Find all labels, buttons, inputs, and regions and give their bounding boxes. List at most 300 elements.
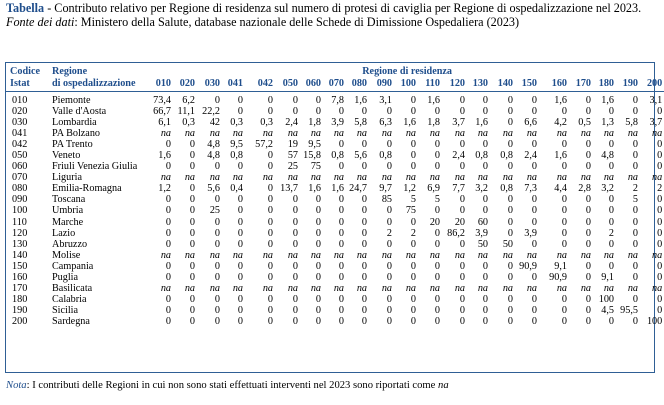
table-cell: 0 [386, 106, 392, 118]
row-code: 150 [12, 260, 28, 272]
table-cell: na [627, 128, 638, 140]
table-cell: 0 [632, 227, 638, 239]
table-cell: 0 [315, 106, 321, 118]
row-code: 130 [12, 238, 28, 250]
table-cell: na [652, 128, 663, 140]
table-cell: 0 [338, 205, 344, 217]
table-cell: 0,8 [500, 150, 513, 162]
table-cell: 1,2 [403, 183, 416, 195]
table-cell: 9,7 [379, 183, 392, 195]
column-header: 042 [257, 77, 273, 89]
table-cell: 60 [477, 216, 488, 228]
table-cell: 0 [237, 260, 243, 272]
table-cell: 0 [657, 150, 663, 162]
table-cell: na [232, 249, 243, 261]
table-cell: 0 [338, 271, 344, 283]
table-cell: 0 [632, 271, 638, 283]
table-row [6, 294, 664, 305]
table-cell: 0 [292, 315, 298, 327]
table-cell: 0,5 [578, 117, 591, 129]
table-cell: 0 [267, 161, 273, 173]
table-cell: 0 [608, 260, 614, 272]
table-cell: 0 [338, 304, 344, 316]
table-cell: 0 [459, 205, 465, 217]
table-cell: 0 [434, 161, 440, 173]
table-cell: na [477, 172, 488, 184]
table-cell: na [556, 128, 567, 140]
table-cell: 50 [502, 238, 513, 250]
table-cell: 0 [459, 315, 465, 327]
table-cell: na [652, 282, 663, 294]
table-row [6, 261, 664, 272]
header-group-residenza: Regione di residenza [362, 66, 453, 77]
column-header: 041 [227, 77, 243, 89]
table-cell: na [287, 282, 298, 294]
table-cell: 1,3 [601, 117, 614, 129]
table-cell: 0 [608, 315, 614, 327]
table-cell: 2,4 [285, 117, 298, 129]
note-label: Nota [6, 380, 27, 391]
table-row [6, 92, 664, 107]
table-cell: 90,9 [549, 271, 567, 283]
table-row [6, 194, 664, 205]
row-code: 041 [12, 128, 28, 140]
table-cell: 0 [410, 293, 416, 305]
table-cell: na [603, 172, 614, 184]
table-cell: 0 [315, 304, 321, 316]
table-note [6, 380, 449, 391]
table-cell: 2 [386, 227, 392, 239]
table-cell: 19 [287, 139, 298, 151]
table-cell: 0 [165, 139, 171, 151]
table-cell: na [333, 128, 344, 140]
table-cell: 0 [561, 315, 567, 327]
table-cell: 0 [531, 238, 537, 250]
table-cell: 13,7 [280, 183, 298, 195]
table-cell: 0 [267, 150, 273, 162]
table-cell: 0 [386, 205, 392, 217]
table-cell: 0 [657, 194, 663, 206]
table-cell: na [454, 128, 465, 140]
table-cell: na [356, 282, 367, 294]
table-cell: 0 [361, 139, 367, 151]
table-cell: 0 [338, 227, 344, 239]
table-cell: 0 [237, 216, 243, 228]
table-cell: 0 [410, 161, 416, 173]
table-cell: 0,8 [379, 150, 392, 162]
column-header: 120 [449, 77, 465, 89]
table-cell: 0 [507, 260, 513, 272]
table-cell: na [429, 249, 440, 261]
table-row [6, 239, 664, 250]
table-cell: 0 [459, 95, 465, 107]
table-cell: 1,6 [427, 95, 440, 107]
table-cell: 0 [531, 216, 537, 228]
table-cell: 0 [561, 161, 567, 173]
table-cell: 0 [459, 260, 465, 272]
table-cell: na [232, 282, 243, 294]
table-cell: 0 [657, 293, 663, 305]
table-cell: na [209, 249, 220, 261]
table-cell: na [333, 282, 344, 294]
table-cell: 73,4 [153, 95, 171, 107]
table-cell: 0 [632, 106, 638, 118]
table-cell: 0 [657, 238, 663, 250]
table-cell: 0 [434, 315, 440, 327]
table-cell: 6,3 [379, 117, 392, 129]
table-cell: 0 [657, 260, 663, 272]
row-region-name: PA Trento [52, 139, 93, 151]
table-cell: na [526, 128, 537, 140]
table-cell: na [580, 172, 591, 184]
table-cell: 0 [434, 293, 440, 305]
table-cell: na [381, 128, 392, 140]
table-cell: 0 [608, 238, 614, 250]
table-cell: 0 [189, 150, 195, 162]
table-cell: 0 [165, 216, 171, 228]
data-table-container [5, 62, 663, 373]
table-cell: na [652, 249, 663, 261]
table-cell: 1,6 [601, 95, 614, 107]
table-cell: 0 [531, 106, 537, 118]
table-cell: na [160, 128, 171, 140]
table-cell: 9,5 [308, 139, 321, 151]
table-cell: 0 [507, 271, 513, 283]
column-header: 100 [400, 77, 416, 89]
table-cell: 0 [361, 194, 367, 206]
table-row [6, 205, 664, 216]
table-cell: 5 [410, 194, 416, 206]
table-cell: 0 [459, 293, 465, 305]
table-cell: 1,6 [158, 150, 171, 162]
table-cell: 0 [214, 227, 220, 239]
table-cell: 0 [531, 139, 537, 151]
table-cell: 0 [267, 238, 273, 250]
table-cell: 0 [237, 304, 243, 316]
table-cell: 0 [292, 293, 298, 305]
table-cell: 0 [632, 216, 638, 228]
column-header: 090 [376, 77, 392, 89]
table-cell: na [333, 172, 344, 184]
table-cell: 0 [585, 271, 591, 283]
table-cell: 0 [292, 194, 298, 206]
table-cell: 0 [410, 238, 416, 250]
table-row [6, 117, 664, 128]
table-cell: 0 [632, 260, 638, 272]
table-cell: 2 [657, 183, 663, 195]
table-cell: 0 [632, 315, 638, 327]
table-row [6, 139, 664, 150]
table-cell: 0 [214, 271, 220, 283]
table-cell: 0 [267, 194, 273, 206]
table-cell: 2,4 [524, 150, 537, 162]
table-cell: na [627, 249, 638, 261]
row-region-name: Emilia-Romagna [52, 183, 122, 195]
table-cell: na [405, 172, 416, 184]
table-cell: 9,1 [601, 271, 614, 283]
table-cell: 0 [315, 315, 321, 327]
table-cell: 7,7 [452, 183, 465, 195]
table-cell: na [477, 128, 488, 140]
table-cell: 50 [477, 238, 488, 250]
table-cell: na [526, 282, 537, 294]
table-cell: 0,8 [475, 150, 488, 162]
table-cell: 0 [434, 106, 440, 118]
table-cell: 0 [292, 205, 298, 217]
table-row [6, 128, 664, 139]
table-cell: 0 [585, 293, 591, 305]
table-cell: na [287, 128, 298, 140]
table-cell: 0 [459, 139, 465, 151]
table-cell: 0 [189, 194, 195, 206]
table-cell: 0 [657, 216, 663, 228]
table-cell: 0 [507, 315, 513, 327]
source-label: Fonte dei dati [6, 14, 75, 29]
table-cell: na [333, 249, 344, 261]
table-cell: 0 [361, 293, 367, 305]
table-row [6, 161, 664, 172]
table-cell: 0 [338, 315, 344, 327]
table-cell: na [405, 282, 416, 294]
table-cell: 0 [292, 227, 298, 239]
row-code: 100 [12, 205, 28, 217]
table-cell: 0 [386, 271, 392, 283]
table-cell: 0 [338, 293, 344, 305]
row-code: 050 [12, 150, 28, 162]
table-cell: 25 [287, 161, 298, 173]
table-cell: 0 [189, 227, 195, 239]
table-cell: 6,2 [182, 95, 195, 107]
table-row [6, 106, 664, 117]
table-cell: na [502, 128, 513, 140]
table-cell: 0 [632, 205, 638, 217]
table-cell: 0 [482, 139, 488, 151]
table-cell: 4,8 [601, 150, 614, 162]
table-cell: 0 [165, 161, 171, 173]
table-cell: 0 [267, 260, 273, 272]
table-cell: 100 [646, 315, 663, 327]
table-cell: 86,2 [447, 227, 465, 239]
table-cell: na [160, 249, 171, 261]
table-cell: na [160, 282, 171, 294]
table-cell: 0 [507, 304, 513, 316]
table-cell: 0 [189, 238, 195, 250]
column-header: 130 [472, 77, 488, 89]
table-cell: na [603, 249, 614, 261]
table-cell: 3,7 [649, 117, 663, 129]
table-cell: 4,5 [601, 304, 614, 316]
table-cell: 0 [608, 216, 614, 228]
column-header: 150 [521, 77, 537, 89]
table-cell: 3,7 [452, 117, 465, 129]
table-cell: na [262, 128, 273, 140]
table-cell: 0 [267, 293, 273, 305]
table-cell: 0 [189, 205, 195, 217]
table-cell: 0 [361, 238, 367, 250]
table-cell: 0 [361, 205, 367, 217]
table-cell: 1,8 [308, 117, 321, 129]
column-header: 160 [551, 77, 567, 89]
table-cell: na [429, 172, 440, 184]
table-cell: 0 [237, 95, 243, 107]
row-code: 180 [12, 293, 28, 305]
table-row [6, 250, 664, 261]
table-cell: 0 [632, 293, 638, 305]
table-cell: 0 [237, 293, 243, 305]
table-cell: 0 [482, 194, 488, 206]
row-code: 160 [12, 271, 28, 283]
table-cell: 0 [585, 304, 591, 316]
table-cell: 0 [338, 260, 344, 272]
table-row [6, 150, 664, 161]
table-cell: 0 [165, 293, 171, 305]
table-cell: 0 [561, 205, 567, 217]
table-cell: 25 [209, 205, 220, 217]
table-cell: na [556, 172, 567, 184]
header-regione: Regione di ospedalizzazione [52, 66, 136, 89]
table-cell: 0,3 [260, 117, 273, 129]
table-cell: 0 [189, 271, 195, 283]
table-cell: 7,3 [524, 183, 537, 195]
table-cell: na [381, 249, 392, 261]
table-cell: 0 [189, 293, 195, 305]
row-region-name: Liguria [52, 172, 82, 184]
table-cell: na [262, 172, 273, 184]
row-region-name: Abruzzo [52, 238, 88, 250]
table-cell: na [310, 172, 321, 184]
table-cell: 0 [507, 106, 513, 118]
table-cell: 0 [657, 205, 663, 217]
table-cell: 0 [189, 183, 195, 195]
table-cell: na [184, 172, 195, 184]
table-cell: 6,6 [524, 117, 537, 129]
table-cell: 5,6 [207, 183, 220, 195]
table-cell: 20 [454, 216, 465, 228]
row-code: 060 [12, 161, 28, 173]
table-cell: 0 [585, 216, 591, 228]
table-cell: 0 [657, 139, 663, 151]
table-cell: 0 [214, 95, 220, 107]
table-cell: na [262, 249, 273, 261]
table-cell: 5,8 [625, 117, 638, 129]
table-cell: 85 [381, 194, 392, 206]
table-cell: 0 [361, 161, 367, 173]
table-cell: 0 [361, 304, 367, 316]
table-cell: 7,8 [331, 95, 344, 107]
table-cell: 0 [608, 194, 614, 206]
note-na: na [438, 380, 449, 391]
table-cell: 5,8 [354, 117, 367, 129]
table-cell: 100 [598, 293, 614, 305]
table-cell: 0,3 [182, 117, 195, 129]
table-cell: 0 [410, 95, 416, 107]
table-cell: 57,2 [255, 139, 273, 151]
table-cell: 0 [189, 161, 195, 173]
table-row [6, 228, 664, 239]
caption-label: Tabella [6, 1, 45, 15]
table-cell: 15,8 [303, 150, 321, 162]
table-cell: na [310, 282, 321, 294]
table-cell: 0 [561, 139, 567, 151]
table-cell: 0 [361, 271, 367, 283]
table-cell: 0 [315, 271, 321, 283]
table-cell: 0 [482, 304, 488, 316]
row-code: 080 [12, 183, 28, 195]
table-cell: 5 [632, 194, 638, 206]
table-cell: 0 [267, 95, 273, 107]
table-cell: na [405, 249, 416, 261]
table-cell: 0 [561, 106, 567, 118]
table-cell: 0 [315, 194, 321, 206]
table-cell: 0 [361, 315, 367, 327]
table-cell: 0 [507, 95, 513, 107]
table-cell: 0 [338, 139, 344, 151]
table-cell: 95,5 [620, 304, 638, 316]
table-cell: 0 [632, 95, 638, 107]
row-code: 170 [12, 282, 28, 294]
column-header: 140 [497, 77, 513, 89]
table-cell: 0 [292, 216, 298, 228]
table-cell: 0 [410, 139, 416, 151]
table-cell: na [356, 172, 367, 184]
table-cell: 0 [386, 260, 392, 272]
table-cell: 0 [338, 106, 344, 118]
table-cell: 75 [310, 161, 321, 173]
table-cell: 0 [585, 139, 591, 151]
row-code: 042 [12, 139, 28, 151]
table-cell: na [454, 249, 465, 261]
table-cell: na [184, 282, 195, 294]
table-cell: na [526, 249, 537, 261]
table-cell: 0 [561, 304, 567, 316]
table-cell: 0 [267, 315, 273, 327]
table-cell: 0 [561, 238, 567, 250]
table-cell: 0 [267, 271, 273, 283]
table-cell: 6,1 [158, 117, 171, 129]
table-cell: 0 [585, 260, 591, 272]
column-header: 060 [305, 77, 321, 89]
table-cell: 0 [386, 139, 392, 151]
table-cell: 0 [561, 227, 567, 239]
table-cell: 0 [632, 139, 638, 151]
table-cell: na [310, 249, 321, 261]
table-cell: 0 [531, 161, 537, 173]
table-cell: 2,4 [452, 150, 465, 162]
table-cell: 1,6 [554, 150, 567, 162]
table-cell: 0 [165, 227, 171, 239]
table-cell: 0 [632, 238, 638, 250]
table-cell: 3,2 [601, 183, 614, 195]
table-cell: 0 [561, 194, 567, 206]
table-cell: 0 [657, 271, 663, 283]
table-cell: na [209, 172, 220, 184]
table-cell: 0 [434, 238, 440, 250]
table-cell: na [429, 282, 440, 294]
table-cell: na [502, 282, 513, 294]
table-cell: 2,8 [578, 183, 591, 195]
row-region-name: Campania [52, 260, 94, 272]
table-cell: 0 [459, 238, 465, 250]
table-cell: 75 [405, 205, 416, 217]
table-cell: 1,8 [427, 117, 440, 129]
column-header: 010 [155, 77, 171, 89]
table-cell: 0 [214, 161, 220, 173]
table-cell: 0 [237, 315, 243, 327]
table-row [6, 183, 664, 194]
table-cell: 0 [165, 315, 171, 327]
table-cell: 0 [237, 238, 243, 250]
table-cell: 0 [459, 106, 465, 118]
